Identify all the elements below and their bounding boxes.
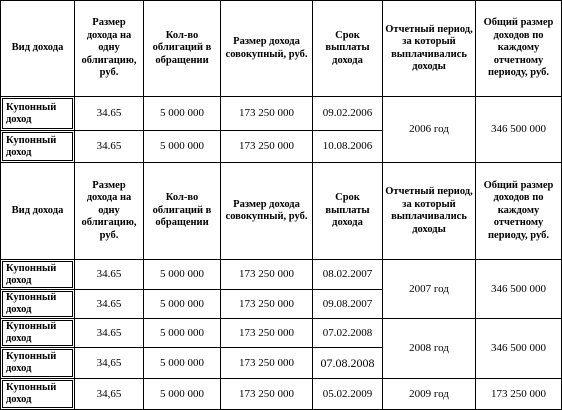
header-total: Размер дохода совокупный, руб. [220, 0, 313, 97]
row-date: 09.02.2006 [312, 96, 383, 131]
row-total: 173 250 000 [220, 347, 313, 379]
header-date: Срок выплаты дохода [312, 0, 383, 97]
row-count: 5 000 000 [143, 318, 221, 348]
row-per-bond: 34.65 [74, 96, 144, 131]
period-cell: 2008 год [382, 318, 476, 379]
row-per-bond: 34.65 [74, 130, 144, 163]
row-count: 5 000 000 [143, 259, 221, 290]
row-type: Купонный доход [0, 130, 75, 163]
header-period: Отчетный период, за который выплачивались доходы [382, 162, 476, 260]
period-total-cell: 346 500 000 [475, 96, 562, 163]
row-count: 5 000 000 [143, 130, 221, 163]
row-type: Купонный доход [0, 96, 75, 131]
row-count: 5 000 000 [143, 378, 221, 410]
row-date: 07.02.2008 [312, 318, 383, 348]
row-count: 5 000 000 [143, 347, 221, 379]
row-type: Купонный доход [0, 318, 75, 348]
period-total-cell: 173 250 000 [475, 378, 562, 410]
header-per-bond: Размер дохода на одну облигацию, руб. [74, 0, 144, 97]
row-date: 05.02.2009 [312, 378, 383, 410]
row-total: 173 250 000 [220, 318, 313, 348]
row-date: 09.08.2007 [312, 289, 383, 319]
row-per-bond: 34.65 [74, 259, 144, 290]
header-period-total: Общий размер доходов по каждому отчетному периоду, руб. [475, 162, 562, 260]
row-total: 173 250 000 [220, 130, 313, 163]
row-date: 10.08.2006 [312, 130, 383, 163]
row-date: 08.02.2007 [312, 259, 383, 290]
header-date: Срок выплаты дохода [312, 162, 383, 260]
row-type: Купонный доход [0, 259, 75, 290]
row-per-bond: 34,65 [74, 378, 144, 410]
row-type: Купонный доход [0, 347, 75, 379]
row-total: 173 250 000 [220, 378, 313, 410]
header-count: Кол-во облигаций в обращении [143, 162, 221, 260]
period-total-cell: 346 500 000 [475, 318, 562, 379]
row-type: Купонный доход [0, 378, 75, 410]
row-total: 173 250 000 [220, 96, 313, 131]
header-type: Вид дохода [0, 162, 75, 260]
row-count: 5 000 000 [143, 289, 221, 319]
period-cell: 2006 год [382, 96, 476, 163]
row-date: 07.08.2008 [312, 347, 383, 379]
row-per-bond: 34.65 [74, 318, 144, 348]
row-total: 173 250 000 [220, 259, 313, 290]
header-type: Вид дохода [0, 0, 75, 97]
header-period: Отчетный период, за который выплачивались доходы [382, 0, 476, 97]
header-per-bond: Размер дохода на одну облигацию, руб. [74, 162, 144, 260]
header-period-total: Общий размер доходов по каждому отчетному периоду, руб. [475, 0, 562, 97]
header-total: Размер дохода совокупный, руб. [220, 162, 313, 260]
row-count: 5 000 000 [143, 96, 221, 131]
row-total: 173 250 000 [220, 289, 313, 319]
header-count: Кол-во облигаций в обращении [143, 0, 221, 97]
period-cell: 2007 год [382, 259, 476, 319]
row-per-bond: 34,65 [74, 347, 144, 379]
period-cell: 2009 год [382, 378, 476, 410]
row-type: Купонный доход [0, 289, 75, 319]
period-total-cell: 346 500 000 [475, 259, 562, 319]
row-per-bond: 34.65 [74, 289, 144, 319]
